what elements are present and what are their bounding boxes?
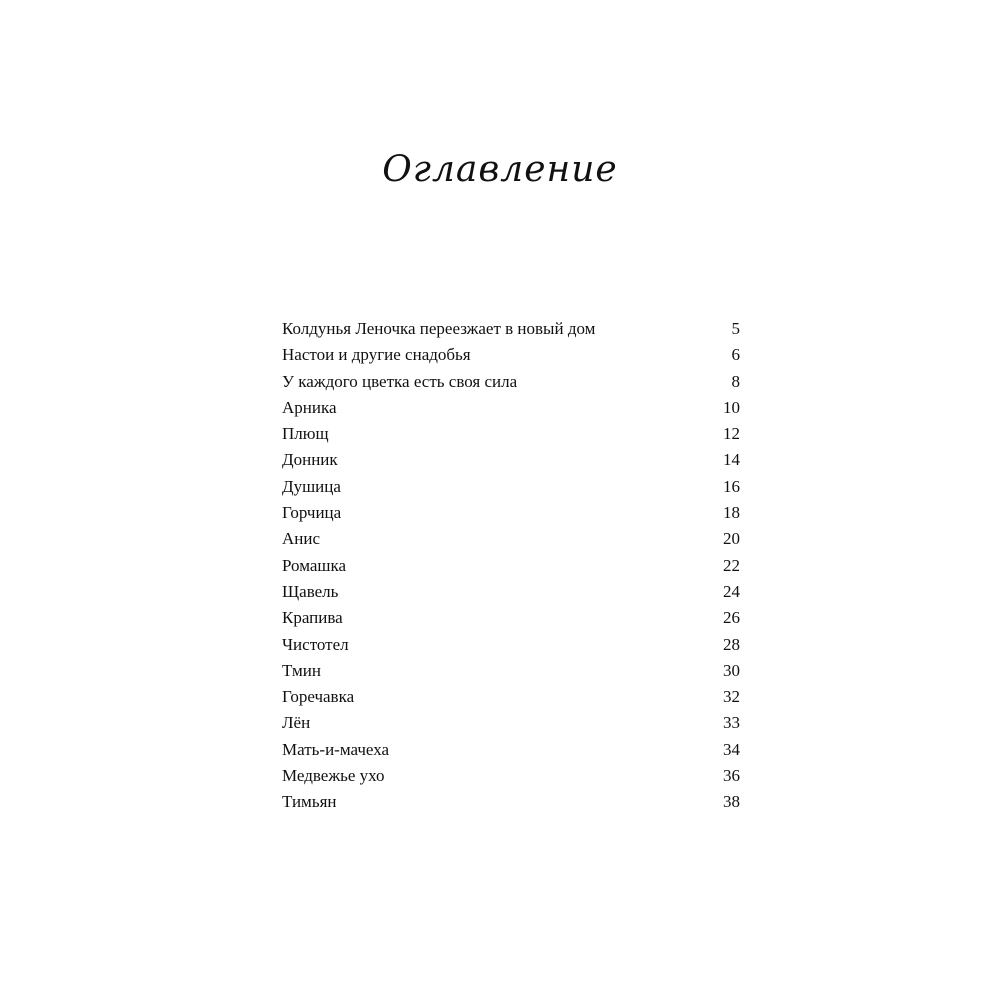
toc-entry-title: Горечавка — [282, 687, 355, 707]
toc-entry — [282, 526, 740, 552]
page-title: Оглавление — [382, 149, 618, 190]
toc-entry-title: Медвежье ухо — [282, 766, 385, 786]
toc-entry-page-number: 33 — [723, 713, 740, 733]
toc-entry — [282, 553, 740, 579]
toc-entry — [282, 684, 740, 710]
toc-entry-page-number: 5 — [731, 319, 740, 338]
toc-entry-title: Плющ — [282, 424, 329, 444]
toc-entry-page-number: 36 — [723, 766, 740, 786]
toc-entry-page-number: 8 — [731, 371, 740, 391]
toc-entry-title: Душица — [282, 476, 341, 496]
toc-entry-page-number: 34 — [723, 739, 740, 759]
toc-entry-page-number: 18 — [723, 503, 740, 523]
toc-entry — [282, 737, 740, 763]
toc-entry — [282, 632, 740, 658]
toc-entry-title: Арника — [282, 397, 337, 417]
toc-entry — [282, 369, 740, 395]
toc-entry-title: Крапива — [282, 608, 343, 628]
toc-entry — [282, 789, 740, 815]
toc-entry-title: Колдунья Леночка переезжает в новый дом — [282, 319, 596, 338]
toc-entry-page-number: 14 — [723, 450, 740, 470]
toc-entry-title: У каждого цветка есть своя сила — [282, 371, 518, 391]
toc-entry — [282, 500, 740, 526]
toc-entry-title: Тимьян — [282, 792, 337, 812]
toc-entry — [282, 710, 740, 736]
toc-entry-page-number: 6 — [731, 345, 740, 365]
toc-entry-title: Горчица — [282, 503, 342, 523]
toc-entry-page-number: 28 — [723, 634, 740, 654]
toc-entry-page-number: 38 — [723, 792, 740, 812]
toc-entry — [282, 447, 740, 473]
toc-entry-title: Лён — [282, 713, 311, 733]
toc-entry — [282, 395, 740, 421]
toc-entry-page-number: 16 — [723, 476, 740, 496]
toc-entry-page-number: 22 — [723, 555, 740, 575]
toc-entry — [282, 342, 740, 368]
toc-entry-page-number: 24 — [723, 581, 740, 601]
toc-entry-title: Настои и другие снадобья — [282, 345, 471, 365]
toc-entry — [282, 658, 740, 684]
toc-entry-page-number: 26 — [723, 608, 740, 628]
toc-entry-page-number: 30 — [723, 660, 740, 680]
toc-entry-title: Мать-и-мачеха — [282, 739, 390, 759]
toc-entry-title: Анис — [282, 529, 321, 549]
toc-entry-title: Щавель — [282, 581, 339, 601]
table-of-contents — [282, 316, 740, 816]
toc-entry-page-number: 32 — [723, 687, 740, 707]
toc-entry-title: Чистотел — [282, 634, 349, 654]
toc-entry — [282, 763, 740, 789]
toc-entry-title: Тмин — [282, 660, 321, 680]
toc-entry — [282, 474, 740, 500]
toc-entry-page-number: 10 — [723, 397, 740, 417]
toc-entry — [282, 421, 740, 447]
toc-entry — [282, 605, 740, 631]
toc-entry — [282, 316, 740, 342]
toc-entry-title: Ромашка — [282, 555, 347, 575]
toc-entry-page-number: 20 — [723, 529, 740, 549]
toc-entry-page-number: 12 — [723, 424, 740, 444]
toc-entry — [282, 579, 740, 605]
toc-entry-title: Донник — [282, 450, 338, 470]
